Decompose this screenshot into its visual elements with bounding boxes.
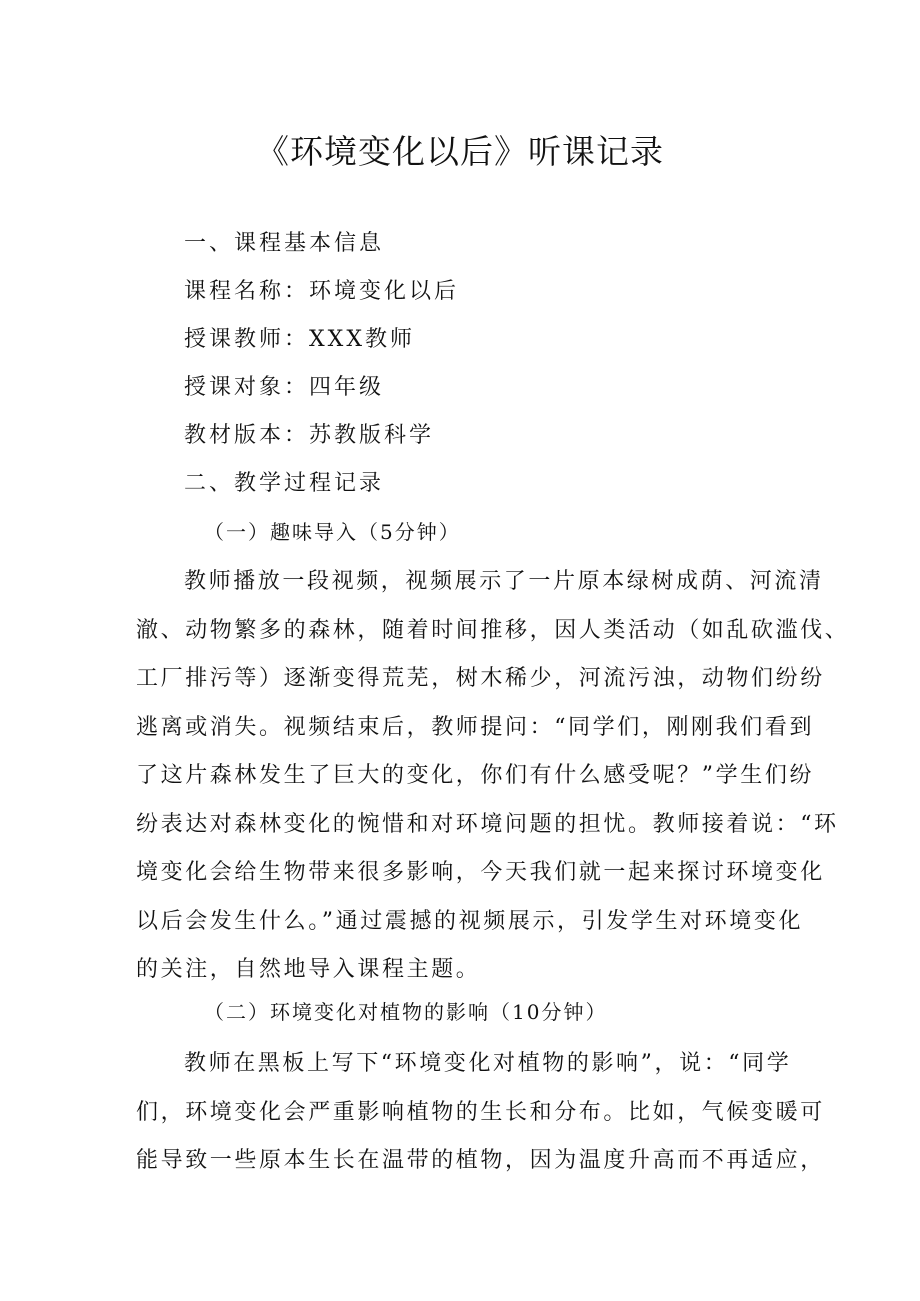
- audience-line: 授课对象：四年级: [184, 375, 385, 400]
- paragraph-line: 工厂排污等）逐渐变得荒芜，树木稀少，河流污浊，动物们纷纷: [136, 666, 825, 691]
- paragraph-line: 以后会发生什么。”通过震撼的视频展示，引发学生对环境变化: [136, 908, 804, 934]
- edition-line: 教材版本：苏教版科学: [184, 423, 435, 448]
- section1-heading: 一、课程基本信息: [184, 231, 385, 256]
- part2-heading: （二）环境变化对植物的影响（10分钟）: [204, 1000, 608, 1024]
- course-name-line: 课程名称：环境变化以后: [184, 279, 460, 304]
- paragraph-line: 逃离或消失。视频结束后，教师提问：“同学们，刚刚我们看到: [136, 714, 815, 740]
- document-title: 《环境变化以后》听课记录: [256, 132, 664, 171]
- part2-paragraph: [136, 1040, 825, 1186]
- paragraph-line: 了这片森林发生了巨大的变化，你们有什么感受呢？”学生们纷: [136, 763, 815, 788]
- section2-heading: 二、教学过程记录: [184, 471, 385, 496]
- teacher-line: 授课教师：XXX教师: [184, 327, 415, 352]
- paragraph-line: 澈、动物繁多的森林，随着时间推移，因人类活动（如乱砍滥伐、: [136, 617, 850, 643]
- paragraph-line: 能导致一些原本生长在温带的植物，因为温度升高而不再适应，: [136, 1148, 825, 1173]
- paragraph-line: 教师在黑板上写下“环境变化对植物的影响”，说：“同学: [184, 1051, 792, 1076]
- paragraph-line: 纷表达对森林变化的惋惜和对环境问题的担忧。教师接着说：“环: [136, 811, 839, 837]
- part1-paragraph: [136, 558, 850, 995]
- paragraph-line: 的关注，自然地导入课程主题。: [136, 957, 481, 982]
- paragraph-line: 境变化会给生物带来很多影响，今天我们就一起来探讨环境变化: [136, 860, 825, 885]
- paragraph-line: 们，环境变化会严重影响植物的生长和分布。比如，气候变暖可: [136, 1099, 825, 1125]
- part1-heading: （一）趣味导入（5分钟）: [204, 520, 461, 544]
- paragraph-line: 教师播放一段视频，视频展示了一片原本绿树成荫、河流清: [184, 569, 824, 594]
